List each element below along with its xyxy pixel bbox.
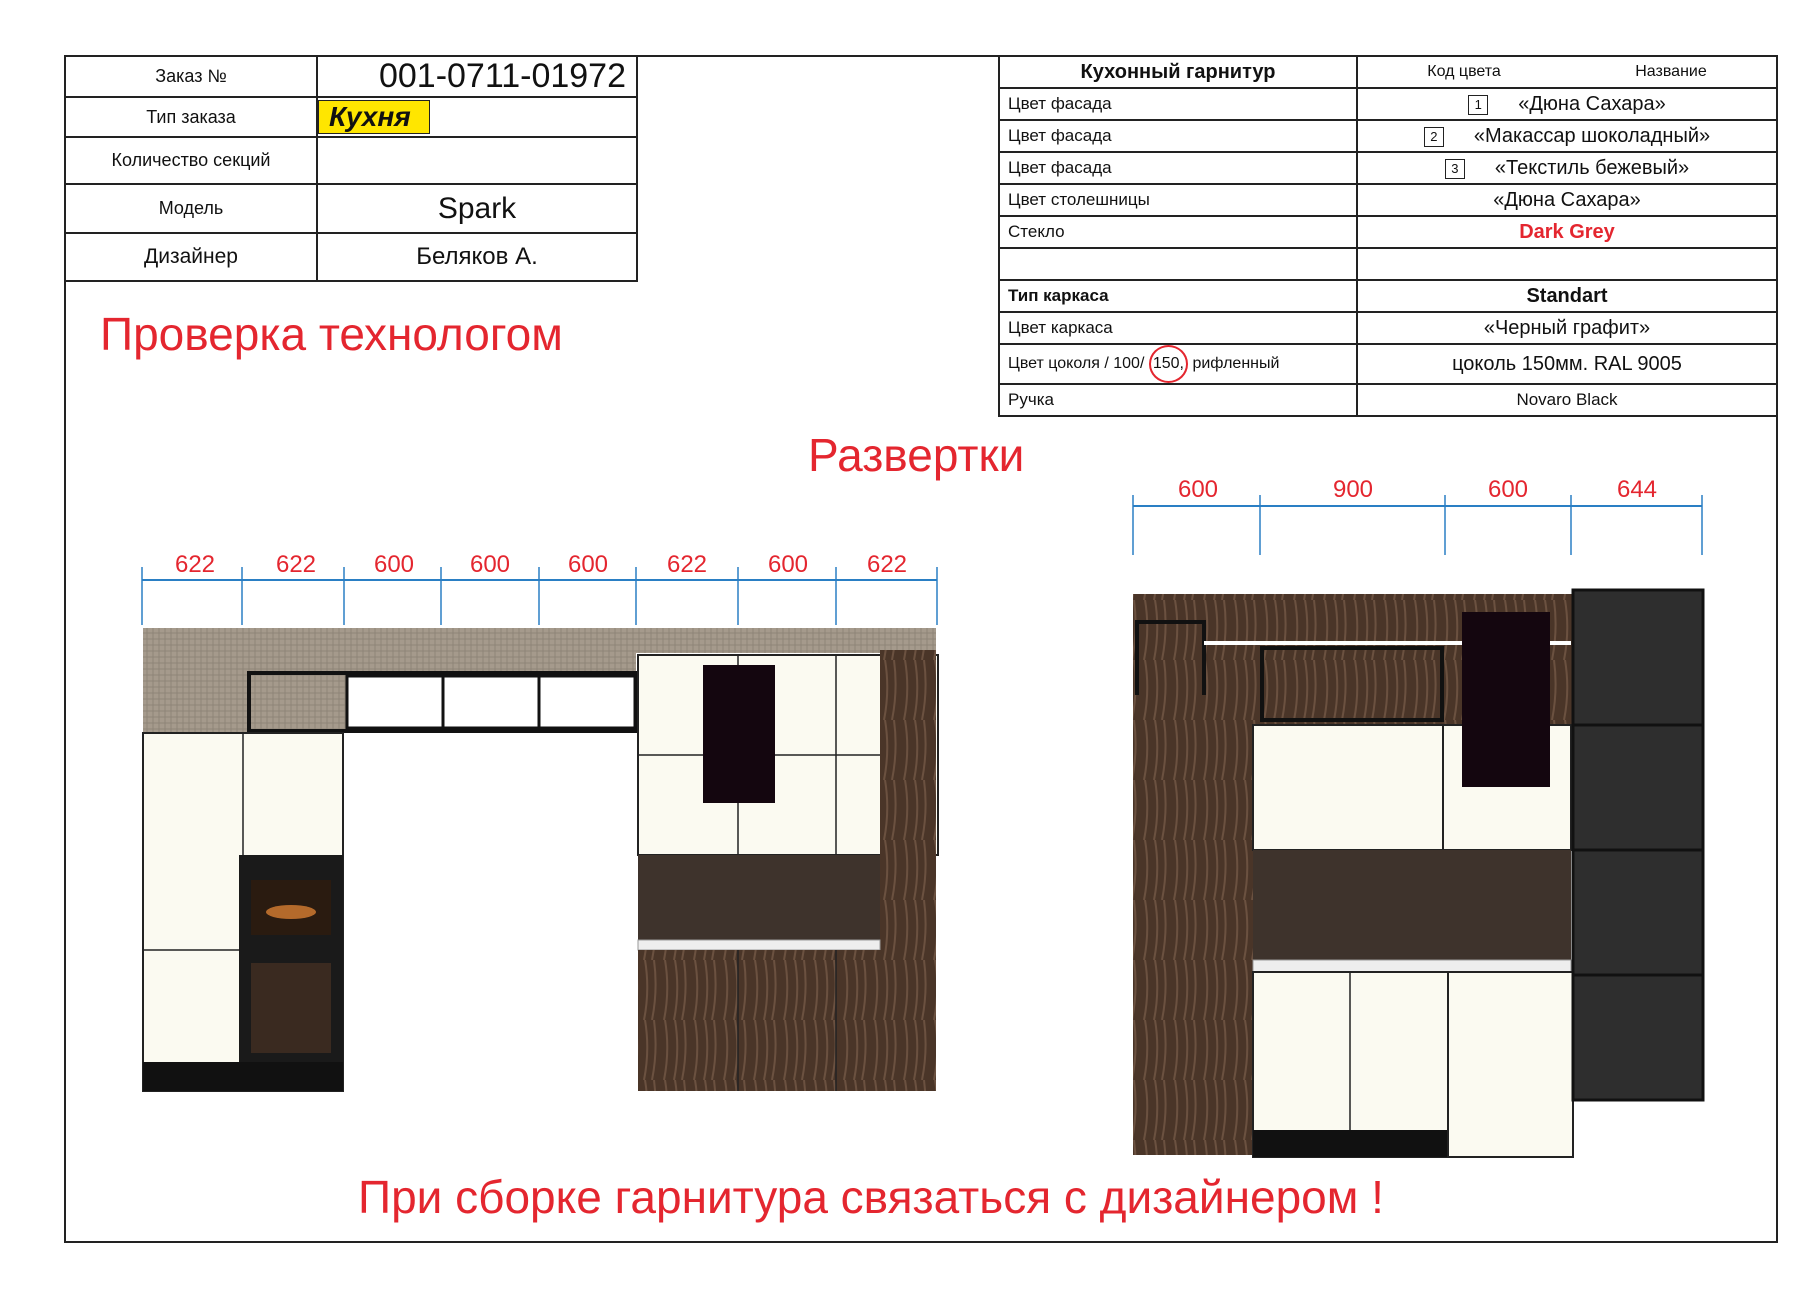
designer-label: Дизайнер [65, 233, 317, 281]
backsplash [638, 855, 880, 950]
facade-color-2-value: «Макассар шоколадный» [1473, 124, 1711, 147]
left-dim-label: 600 [373, 551, 415, 578]
color-index-badge: 2 [1424, 127, 1444, 147]
left-dim-label: 622 [174, 551, 216, 578]
right-dim-label: 600 [1487, 476, 1529, 503]
left-dim-label: 622 [666, 551, 708, 578]
color-name-header: Название [1635, 63, 1707, 80]
left-dim-label: 622 [275, 551, 317, 578]
unfold-heading: Развертки [808, 429, 1025, 481]
model-value: Spark [317, 184, 637, 233]
color-index-badge: 1 [1468, 95, 1488, 115]
handle-value: Novaro Black [1357, 384, 1777, 416]
frame-type-value: Standart [1357, 280, 1777, 312]
right-backsplash [1253, 850, 1571, 960]
plinth-color-value: цоколь 150мм. RAL 9005 [1357, 344, 1777, 384]
frame-color-label: Цвет каркаса [999, 312, 1357, 344]
facade-color-1-label: Цвет фасада [999, 88, 1357, 120]
right-elevation [1133, 590, 1703, 1157]
technologist-check-heading: Проверка технологом [100, 308, 563, 360]
order-number-label: Заказ № [65, 56, 317, 97]
countertop-color-value: «Дюна Сахара» [1357, 184, 1777, 216]
left-elevation [143, 628, 938, 1091]
right-dim-label: 600 [1177, 476, 1219, 503]
order-number-value: 001-0711-01972 [317, 56, 637, 97]
frame-type-label: Тип каркаса [999, 280, 1357, 312]
right-dim-label: 644 [1616, 476, 1658, 503]
range-hood [703, 665, 775, 803]
countertop-color-label: Цвет столешницы [999, 184, 1357, 216]
left-dim-label: 600 [567, 551, 609, 578]
sections-count-label: Количество секций [65, 137, 317, 184]
frame-color-value: «Черный графит» [1357, 312, 1777, 344]
order-type-value: Кухня [318, 100, 430, 134]
handle-label: Ручка [999, 384, 1357, 416]
spec-title: Кухонный гарнитур [999, 56, 1357, 88]
color-code-header: Код цвета [1427, 63, 1501, 80]
right-dim-label: 900 [1332, 476, 1374, 503]
assembly-warning: При сборке гарнитура связаться с дизайнером ! [358, 1171, 1384, 1223]
facade-color-2-label: Цвет фасада [999, 120, 1357, 152]
tall-walnut-column [1133, 695, 1253, 1155]
model-label: Модель [65, 184, 317, 233]
left-dimension-line [142, 567, 937, 625]
base-walnut-cabinets [638, 950, 936, 1091]
plinth-color-suffix: рифленный [1192, 355, 1280, 372]
glass-value: Dark Grey [1357, 216, 1777, 248]
glass-tall-cabinet [1573, 590, 1703, 1100]
order-type-label: Тип заказа [65, 97, 317, 137]
left-dim-label: 600 [767, 551, 809, 578]
right-dimension-line [1133, 495, 1702, 555]
upper-cream-right [1253, 725, 1443, 850]
left-dim-label: 600 [469, 551, 511, 578]
designer-value: Беляков А. [317, 233, 637, 281]
glass-label: Стекло [999, 216, 1357, 248]
left-dim-label: 622 [866, 551, 908, 578]
color-index-badge: 3 [1445, 159, 1465, 179]
facade-color-3-value: «Текстиль бежевый» [1494, 156, 1690, 179]
right-range-hood [1462, 612, 1550, 787]
plinth-circled-option: 150, [1149, 345, 1188, 383]
plinth-color-label: Цвет цоколя / 100/ [1008, 355, 1145, 372]
facade-color-1-value: «Дюна Сахара» [1518, 92, 1666, 115]
facade-color-3-label: Цвет фасада [999, 152, 1357, 184]
